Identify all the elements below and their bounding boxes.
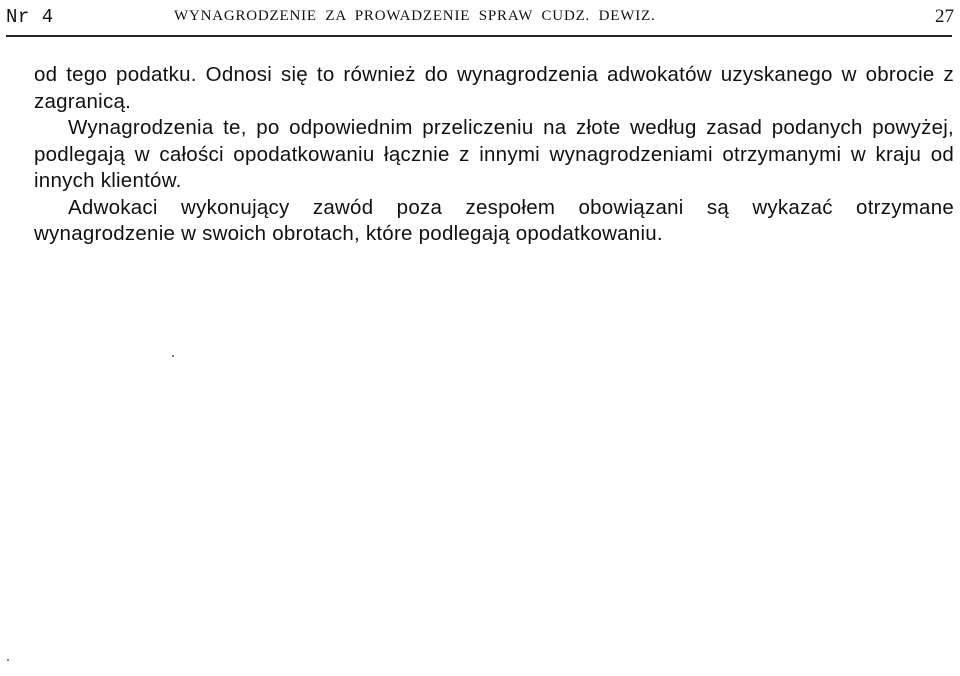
paragraph-continued: od tego podatku. Odnosi się to również do wynagrodzenia adwokatów uzyskanego w obrocie z zagranicą. (34, 63, 954, 113)
header-rule (6, 35, 952, 37)
issue-label: Nr 4 (6, 6, 54, 28)
body-text (34, 62, 954, 248)
running-header (6, 4, 954, 34)
scan-speck (172, 355, 174, 357)
running-title: WYNAGRODZENIE ZA PROWADZENIE SPRAW CUDZ. DEWIZ. (174, 8, 656, 24)
paragraph-obligation: Adwokaci wykonujący zawód poza zespołem obowiązani są wykazać otrzymane wynagrodzenie w swoich obrotach, które podlegają opodatkowaniu. (34, 195, 954, 245)
page-number: 27 (935, 6, 954, 27)
scan-speck (7, 659, 9, 661)
paragraph-conversion: Wynagrodzenia te, po odpowiednim przeliczeniu na złote według zasad podanych powyżej, podlegają w całości opodatkowaniu łącznie z innymi wynagrodzeniami otrzymanymi w kraju od innych klientów. (34, 116, 954, 192)
